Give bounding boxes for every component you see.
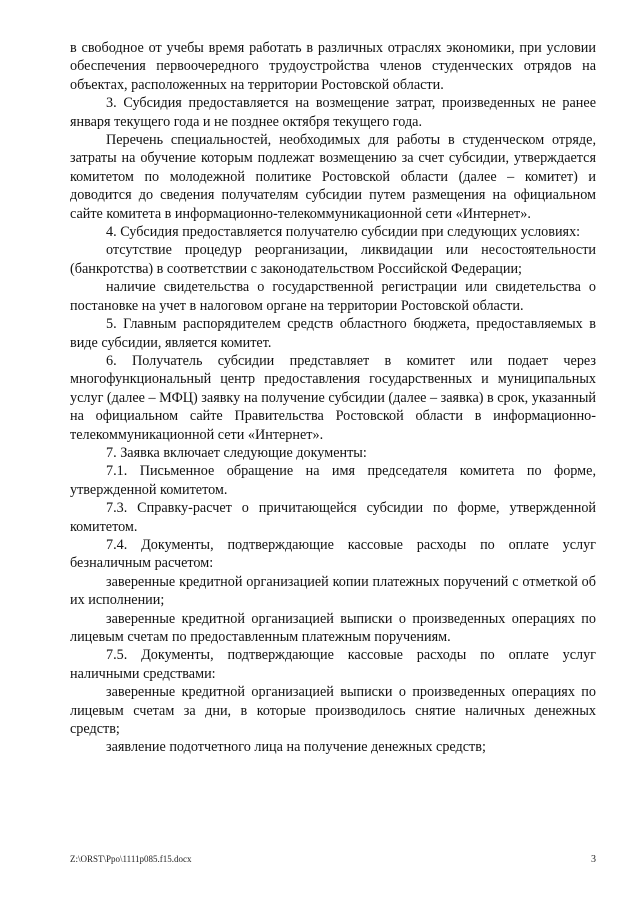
file-path: Z:\ORST\Ppo\1111p085.f15.docx: [70, 854, 192, 864]
paragraph: 7.3. Справку-расчет о причитающейся субсидии по форме, утвержденной комитетом.: [70, 500, 596, 535]
page-footer: [70, 854, 596, 868]
paragraph: заверенные кредитной организацией копии платежных поручений с отметкой об их исполнении;: [70, 573, 596, 609]
paragraph: 4. Субсидия предоставляется получателю субсидии при следующих условиях:: [106, 224, 581, 241]
paragraph: наличие свидетельства о государственной регистрации или свидетельства о постановке на учет в налоговом органе на территории Ростовской области.: [70, 279, 596, 314]
page-number: 3: [591, 854, 596, 865]
document-body: [70, 39, 596, 757]
paragraph: заявление подотчетного лица на получение денежных средств;: [106, 739, 486, 756]
paragraph: 7. Заявка включает следующие документы:: [106, 444, 367, 461]
paragraph: заверенные кредитной организацией выписки о произведенных операциях по лицевым счетам по предоставленным платежным поручениям.: [70, 610, 596, 645]
paragraph: 7.1. Письменное обращение на имя председателя комитета по форме, утвержденной комитетом.: [70, 463, 596, 498]
paragraph: 6. Получатель субсидии представляет в комитет или подает через многофункциональный центр предоставления государственных и муниципальных услуг (далее – МФЦ) заявку на получение субсидии (далее – заявка) в срок, указанный на официальном сайте Правительства Ростовской области в информационно-телекоммуникационной сети «Интернет».: [70, 352, 597, 443]
paragraph: 7.4. Документы, подтверждающие кассовые расходы по оплате услуг безналичным расчетом:: [70, 536, 596, 572]
paragraph: 7.5. Документы, подтверждающие кассовые расходы по оплате услуг наличными средствами:: [70, 647, 596, 682]
paragraph: Перечень специальностей, необходимых для работы в студенческом отряде, затраты на обучение которым подлежат возмещению за счет субсидии, утверждается комитетом по молодежной политике Ростовской области (далее – комитет) и доводится до сведения получателям субсидии путем размещения на официальном сайте комитета в информационно-телекоммуникационной сети «Интернет».: [70, 132, 596, 222]
paragraph: 5. Главным распорядителем средств областного бюджета, предоставляемых в виде субсидии, является комитет.: [70, 316, 596, 351]
paragraph: отсутствие процедур реорганизации, ликвидации или несостоятельности (банкротства) в соответствии с законодательством Российской Федерации;: [70, 242, 596, 277]
paragraph: 3. Субсидия предоставляется на возмещение затрат, произведенных не ранее января текущего года и не позднее октября текущего года.: [70, 95, 596, 130]
paragraph: заверенные кредитной организацией выписки о произведенных операциях по лицевым счетам за дни, в которые производилось снятие наличных денежных средств;: [70, 684, 596, 738]
paragraph: в свободное от учебы время работать в различных отраслях экономики, при условии обеспечения первоочередного трудоустройства членов студенческих отрядов на объектах, расположенных на территории Ростовской области.: [70, 40, 596, 93]
